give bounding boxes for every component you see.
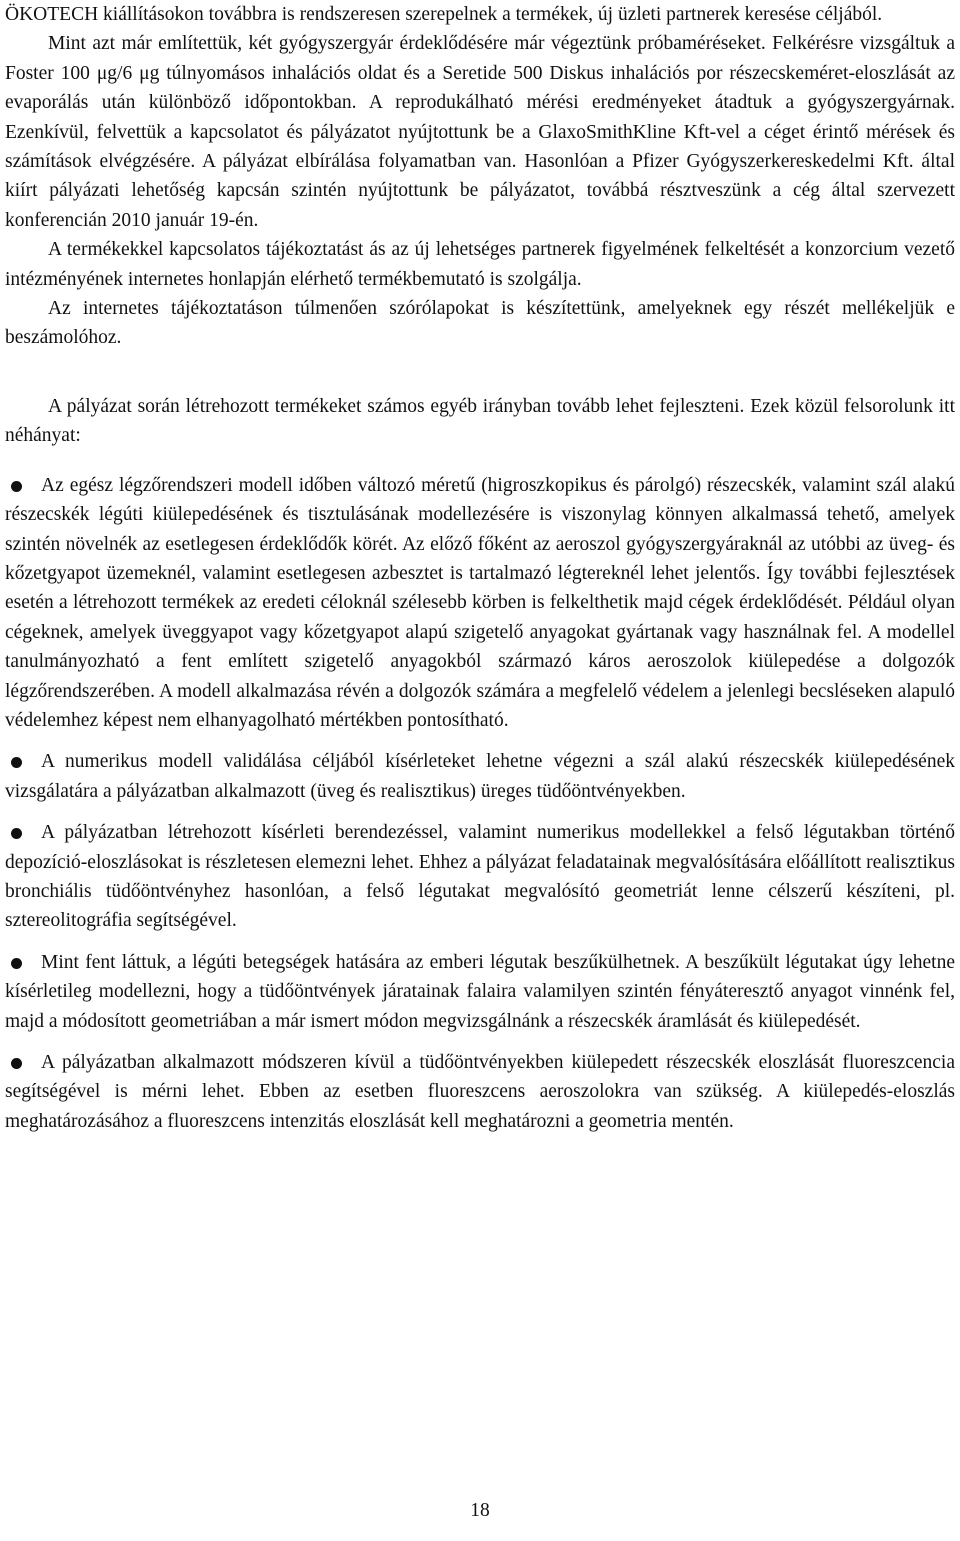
list-item — [5, 1048, 955, 1136]
list-item-text: Az egész légzőrendszeri modell időben változó méretű (higroszkopikus és párolgó) részecskék, valamint szál alakú részecskék légúti kiülepedésének és tisztulásának modellezésére is viszonylag könnyen alkalmassá tehető, amelyek szintén növelnék az esetlegesen érdeklődők körét. Az előző főként az aeroszol gyógyszergyáraknál az utóbbi az üveg- és kőzetgyapot üzemeknél, valamint esetlegesen azbesztet is tartalmazó légtereknél lehet jelentős. Így további fejlesztések esetén a létrehozott termékek az eredeti céloknál szélesebb körben is felkelthetik majd cégek érdeklődését. Például olyan cégeknek, amelyek üveggyapot vagy kőzetgyapot alapú szigetelő anyagokat gyártanak vagy használnak fel. A modellel tanulmányozható a fent említett szigetelő anyagokból származó káros aeroszolok kiülepedése a dolgozók légzőrendszerében. A modell alkalmazása révén a dolgozók számára a megfelelő védelem a jelenlegi becsléseken alapuló védelemhez képest nem elhanyagolható mértékben pontosítható. — [5, 474, 955, 731]
paragraph-pharma-tests: Mint azt már említettük, két gyógyszergyár érdeklődésére már végeztünk próbaméréseket. Felkérésre vizsgáltuk a Foster 100 μg/6 μg túlnyomásos inhalációs oldat és a Seretide 500 Diskus inhalációs por részecskeméret-eloszlását az evaporálás után különböző időpontokban. A reprodukálható mérési eredményeket átadtuk a gyógyszergyárnak. Ezenkívül, felvettük a kapcsolatot és pályázatot nyújtottunk be a GlaxoSmithKline Kft-vel a céget érintő mérések és számítások elvégzésére. A pályázat elbírálása folyamatban van. Hasonlóan a Pfizer Gyógyszerkereskedelmi Kft. által kiírt pályázati lehetőség kapcsán szintén nyújtottunk be pályázatot, továbbá résztveszünk a cég által szervezett konferencián 2010 január 19-én. — [5, 33, 955, 231]
list-item — [5, 471, 955, 736]
development-list — [5, 471, 955, 1137]
document-body — [5, 0, 955, 1136]
list-item-text: A pályázatban létrehozott kísérleti berendezéssel, valamint numerikus modellekkel a felső légutakban történő depozíció-eloszlásokat is részletesen elemezni lehet. Ehhez a pályázat feladatainak megvalósítására előállított realisztikus bronchiális tüdőöntvényhez hasonlóan, a felső légutakat megvalósító geometriát lenne célszerű készíteni, pl. sztereolitográfia segítségével. — [5, 822, 955, 932]
page-number: 18 — [470, 1500, 490, 1521]
list-item — [5, 948, 955, 1036]
paragraph-leaflets: Az internetes tájékoztatáson túlmenően szórólapokat is készítettünk, amelyeknek egy részét mellékeljük e beszámolóhoz. — [5, 298, 955, 349]
list-item-text: A pályázatban alkalmazott módszeren kívül a tüdőöntvényekben kiülepedett részecskék eloszlását fluoreszcencia segítségével is mérni lehet. Ebben az esetben fluoreszcens aeroszolokra van szükség. A kiülepedés-eloszlás meghatározásához a fluoreszcens intenzitás eloszlását kell meghatározni a geometria mentén. — [5, 1052, 955, 1132]
list-item-text: Mint fent láttuk, a légúti betegségek hatására az emberi légutak beszűkülhetnek. A beszűkült légutakat úgy lehetne kísérletileg modellezni, hogy a tüdőöntvények járatainak falaira valamilyen szintén fényáteresztő anyagot vinnénk fel, majd a módosított geometriában a már ismert módon megvizsgálnánk a részecskék áramlását és kiülepedését. — [5, 951, 955, 1032]
list-item-text: A numerikus modell validálása céljából kísérleteket lehetne végezni a szál alakú részecskék kiülepedésének vizsgálatára a pályázatban alkalmazott (üveg és realisztikus) üreges tüdőöntvényekben. — [5, 751, 955, 802]
paragraph-website: A termékekkel kapcsolatos tájékoztatást ás az új lehetséges partnerek figyelmének felkeltését a konzorcium vezető intézményének internetes honlapján elérhető termékbemutató is szolgálja. — [5, 239, 955, 290]
list-item — [5, 818, 955, 936]
paragraph-exhibitions: ÖKOTECH kiállításokon továbbra is rendszeresen szerepelnek a termékek, új üzleti partnerek keresése céljából. — [5, 4, 883, 25]
paragraph-further-development: A pályázat során létrehozott termékeket számos egyéb irányban tovább lehet fejleszteni. Ezek közül felsorolunk itt néhányat: — [5, 395, 955, 447]
list-item — [5, 747, 955, 806]
